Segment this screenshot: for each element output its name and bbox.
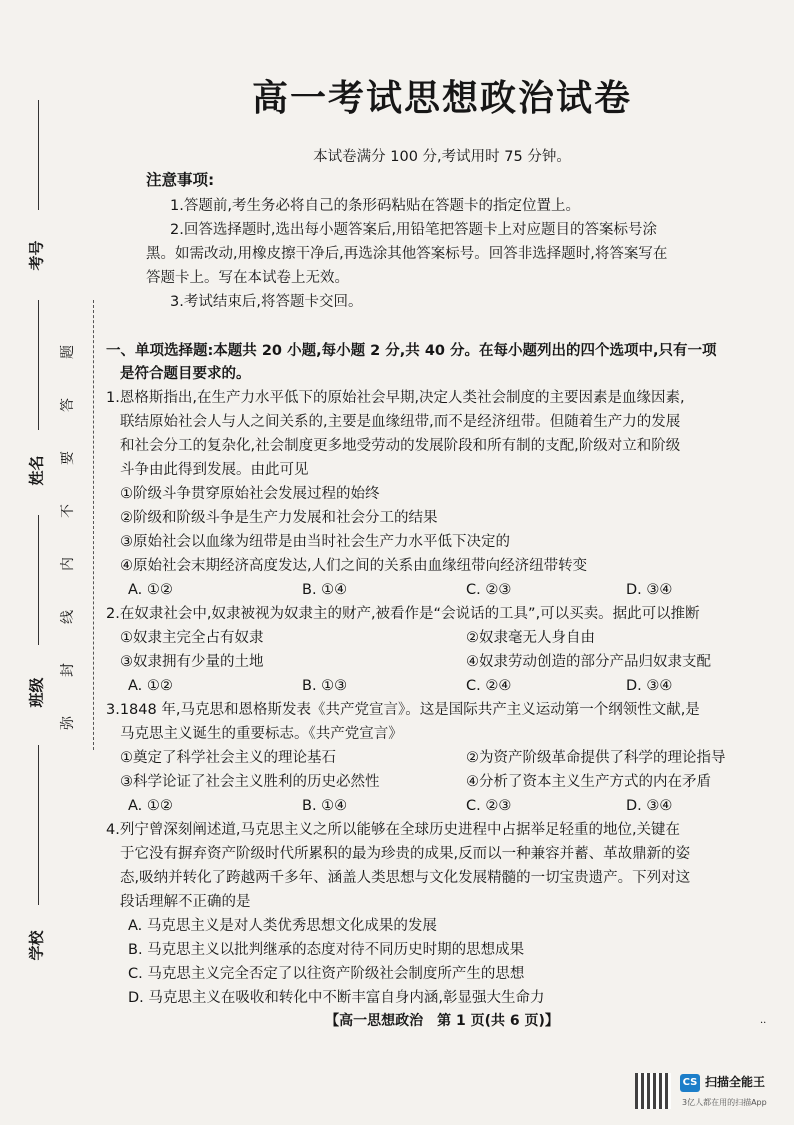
question-1-line: 1.恩格斯指出,在生产力水平低下的原始社会早期,决定人类社会制度的主要因素是血缘因素, (106, 390, 685, 406)
question-1-line: 斗争由此得到发展。由此可见 (120, 462, 309, 478)
seal-char: 弥 (60, 716, 76, 730)
school-line (38, 745, 39, 905)
question-2-option-d: D. ③④ (626, 678, 673, 694)
question-1-item: ③原始社会以血缘为纽带是由当时社会生产力水平低下决定的 (120, 534, 510, 550)
question-1-option-d: D. ③④ (626, 582, 673, 598)
notice-line: 答题卡上。写在本试卷上无效。 (146, 270, 349, 286)
scanner-app-name: 扫描全能王 (705, 1075, 766, 1089)
notice-heading: 注意事项: (146, 171, 215, 189)
question-2-option-b: B. ①③ (302, 678, 348, 694)
question-4-line: 于它没有摒弃资产阶级时代所累积的最为珍贵的成果,反而以一种兼容并蓄、革故鼎新的姿 (120, 846, 691, 862)
question-3-item: ③科学论证了社会主义胜利的历史必然性 (120, 774, 380, 790)
name-label: 姓名 (27, 455, 46, 486)
page-footer: 【高一思想政治 第 1 页(共 6 页)】 (325, 1013, 559, 1029)
question-3-option-c: C. ②③ (466, 798, 512, 814)
question-2-item: ④奴隶劳动创造的部分产品归奴隶支配 (466, 654, 711, 670)
exam-number-line (38, 100, 39, 210)
footer-dots: ·· (760, 1018, 767, 1029)
question-1-item: ①阶级斗争贯穿原始社会发展过程的始终 (120, 486, 380, 502)
question-3-option-d: D. ③④ (626, 798, 673, 814)
question-1-line: 联结原始社会人与人之间关系的,主要是血缘纽带,而不是经济纽带。但随着生产力的发展 (120, 414, 681, 430)
question-1-option-a: A. ①② (128, 582, 173, 598)
question-2-stem: 2.在奴隶社会中,奴隶被视为奴隶主的财产,被看作是“会说话的工具”,可以买卖。据此可以推断 (106, 606, 700, 622)
name-line (38, 300, 39, 430)
question-1-item: ④原始社会末期经济高度发达,人们之间的关系由血缘纽带向经济纽带转变 (120, 558, 588, 574)
notice-line: 黑。如需改动,用橡皮擦干净后,再选涂其他答案标号。回答非选择题时,将答案写在 (146, 246, 668, 262)
question-2-item: ②奴隶毫无人身自由 (466, 630, 595, 646)
question-1-item: ②阶级和阶级斗争是生产力发展和社会分工的结果 (120, 510, 438, 526)
seal-char: 答 (60, 398, 76, 412)
class-line (38, 515, 39, 645)
qr-code-icon (635, 1073, 671, 1109)
page-title: 高一考试思想政治试卷 (251, 77, 632, 119)
question-3-stem: 3.1848 年,马克思和恩格斯发表《共产党宣言》。这是国际共产主义运动第一个纲领性文献,是 (106, 702, 700, 718)
section-heading: 一、单项选择题:本题共 20 小题,每小题 2 分,共 40 分。在每小题列出的四个选项中,只有一项 (106, 343, 717, 359)
question-2-item: ①奴隶主完全占有奴隶 (120, 630, 264, 646)
question-4-line: 段话理解不正确的是 (120, 894, 251, 910)
seal-char: 不 (60, 504, 76, 518)
seal-dashed-line (93, 300, 94, 750)
question-3-item: ②为资产阶级革命提供了科学的理论指导 (466, 750, 726, 766)
question-3-item: ①奠定了科学社会主义的理论基石 (120, 750, 336, 766)
seal-char: 内 (60, 557, 76, 571)
seal-char: 要 (60, 451, 76, 465)
section-heading: 是符合题目要求的。 (120, 366, 251, 382)
binding-margin (0, 0, 95, 1125)
question-1-option-c: C. ②③ (466, 582, 512, 598)
notice-line: 1.答题前,考生务必将自己的条形码粘贴在答题卡的指定位置上。 (170, 198, 580, 214)
question-4-line: 态,吸纳并转化了跨越两千多年、涵盖人类思想与文化发展精髓的一切宝贵遗产。下列对这 (120, 870, 691, 886)
question-4-option-b: B. 马克思主义以批判继承的态度对待不同历史时期的思想成果 (128, 942, 525, 958)
question-2-option-c: C. ②④ (466, 678, 512, 694)
question-4-option-d: D. 马克思主义在吸收和转化中不断丰富自身内涵,彰显强大生命力 (128, 990, 545, 1006)
seal-char: 封 (60, 663, 76, 677)
question-2-option-a: A. ①② (128, 678, 173, 694)
exam-number-label: 考号 (27, 240, 46, 271)
seal-char: 线 (60, 610, 76, 624)
scanner-logo-icon: CS (680, 1074, 700, 1092)
notice-line: 2.回答选择题时,选出每小题答案后,用铅笔把答题卡上对应题目的答案标号涂 (170, 222, 658, 238)
notice-line: 3.考试结束后,将答题卡交回。 (170, 294, 363, 310)
question-3-option-a: A. ①② (128, 798, 173, 814)
question-3-item: ④分析了资本主义生产方式的内在矛盾 (466, 774, 711, 790)
class-label: 班级 (27, 677, 46, 708)
question-3-stem: 马克思主义诞生的重要标志。《共产党宣言》 (120, 726, 403, 742)
question-2-item: ③奴隶拥有少量的土地 (120, 654, 264, 670)
question-1-line: 和社会分工的复杂化,社会制度更多地受劳动的发展阶段和所有制的支配,阶级对立和阶级 (120, 438, 681, 454)
question-4-line: 4.列宁曾深刻阐述道,马克思主义之所以能够在全球历史进程中占据举足轻重的地位,关键在 (106, 822, 681, 838)
seal-warning (52, 330, 82, 730)
question-4-option-c: C. 马克思主义完全否定了以往资产阶级社会制度所产生的思想 (128, 966, 525, 982)
exam-info: 本试卷满分 100 分,考试用时 75 分钟。 (313, 149, 571, 165)
seal-char: 题 (60, 345, 76, 359)
question-1-option-b: B. ①④ (302, 582, 348, 598)
question-4-option-a: A. 马克思主义是对人类优秀思想文化成果的发展 (128, 918, 437, 934)
school-label: 学校 (27, 930, 46, 961)
question-3-option-b: B. ①④ (302, 798, 348, 814)
scanner-tagline: 3亿人都在用的扫描App (682, 1098, 767, 1107)
